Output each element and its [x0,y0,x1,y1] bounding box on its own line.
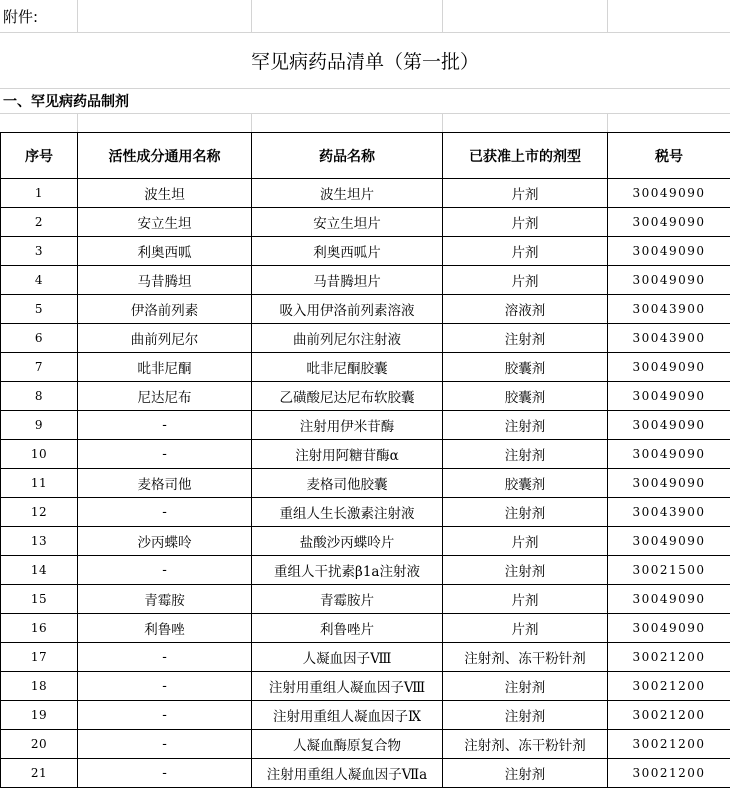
cell-tax-code[interactable]: 30049090 [608,411,730,440]
cell-serial-number[interactable]: 21 [1,759,78,788]
cell-dosage-form[interactable]: 注射剂 [443,759,608,788]
cell-active-ingredient[interactable]: 伊洛前列素 [78,295,252,324]
cell-serial-number[interactable]: 13 [1,527,78,556]
cell-tax-code[interactable]: 30049090 [608,469,730,498]
cell-dosage-form[interactable]: 胶囊剂 [443,469,608,498]
table-row [1,295,730,324]
gridline [0,32,730,33]
gridline [0,88,730,89]
cell-active-ingredient[interactable]: - [78,440,252,469]
cell-dosage-form[interactable]: 胶囊剂 [443,353,608,382]
table-row [1,585,730,614]
cell-active-ingredient[interactable]: 波生坦 [78,179,252,208]
cell-drug-name[interactable]: 人凝血因子Ⅷ [252,643,443,672]
section-heading[interactable]: 一、罕见病药品制剂 [3,94,129,110]
cell-tax-code[interactable]: 30021500 [608,556,730,585]
cell-serial-number[interactable]: 7 [1,353,78,382]
cell-tax-code[interactable]: 30049090 [608,208,730,237]
cell-active-ingredient[interactable]: 利奥西呱 [78,237,252,266]
cell-serial-number[interactable]: 6 [1,324,78,353]
cell-dosage-form[interactable]: 注射剂、冻干粉针剂 [443,643,608,672]
cell-dosage-form[interactable]: 注射剂 [443,411,608,440]
cell-serial-number[interactable]: 19 [1,701,78,730]
cell-dosage-form[interactable]: 注射剂 [443,498,608,527]
header-dosage-form[interactable]: 已获准上市的剂型 [443,133,608,179]
cell-drug-name[interactable]: 吸入用伊洛前列素溶液 [252,295,443,324]
cell-tax-code[interactable]: 30049090 [608,353,730,382]
header-drug-name[interactable]: 药品名称 [252,133,443,179]
cell-tax-code[interactable]: 30043900 [608,324,730,353]
header-tax-code[interactable]: 税号 [608,133,730,179]
drug-table [0,132,730,788]
table-header-row [1,133,730,179]
cell-drug-name[interactable]: 利奥西呱片 [252,237,443,266]
cell-dosage-form[interactable]: 注射剂 [443,672,608,701]
cell-active-ingredient[interactable]: 沙丙蝶呤 [78,527,252,556]
cell-active-ingredient[interactable]: - [78,556,252,585]
cell-drug-name[interactable]: 注射用重组人凝血因子Ⅶa [252,759,443,788]
cell-active-ingredient[interactable]: 利鲁唑 [78,614,252,643]
table-row [1,208,730,237]
cell-active-ingredient[interactable]: 吡非尼酮 [78,353,252,382]
cell-drug-name[interactable]: 注射用伊米苷酶 [252,411,443,440]
table-row [1,353,730,382]
cell-tax-code[interactable]: 30021200 [608,643,730,672]
gridline [251,0,252,32]
attachment-label[interactable]: 附件: [3,8,39,26]
cell-dosage-form[interactable]: 注射剂、冻干粉针剂 [443,730,608,759]
cell-active-ingredient[interactable]: - [78,759,252,788]
table-row [1,382,730,411]
cell-dosage-form[interactable]: 注射剂 [443,556,608,585]
table-row [1,614,730,643]
table-row [1,730,730,759]
table-row [1,469,730,498]
cell-active-ingredient[interactable]: 安立生坦 [78,208,252,237]
gridline [607,0,608,32]
cell-dosage-form[interactable]: 片剂 [443,208,608,237]
cell-drug-name[interactable]: 重组人干扰素β1a注射液 [252,556,443,585]
gridline [442,113,443,132]
cell-tax-code[interactable]: 30043900 [608,295,730,324]
cell-dosage-form[interactable]: 注射剂 [443,440,608,469]
cell-serial-number[interactable]: 5 [1,295,78,324]
cell-dosage-form[interactable]: 胶囊剂 [443,382,608,411]
cell-tax-code[interactable]: 30049090 [608,266,730,295]
cell-active-ingredient[interactable]: - [78,498,252,527]
cell-drug-name[interactable]: 安立生坦片 [252,208,443,237]
cell-tax-code[interactable]: 30049090 [608,440,730,469]
cell-dosage-form[interactable]: 片剂 [443,614,608,643]
cell-active-ingredient[interactable]: 麦格司他 [78,469,252,498]
cell-tax-code[interactable]: 30043900 [608,498,730,527]
table-row [1,556,730,585]
gridline [607,113,608,132]
header-serial-number[interactable]: 序号 [1,133,78,179]
cell-drug-name[interactable]: 注射用重组人凝血因子Ⅷ [252,672,443,701]
table-row [1,440,730,469]
gridline [442,0,443,32]
cell-serial-number[interactable]: 20 [1,730,78,759]
cell-serial-number[interactable]: 4 [1,266,78,295]
cell-tax-code[interactable]: 30049090 [608,614,730,643]
cell-dosage-form[interactable]: 片剂 [443,179,608,208]
cell-serial-number[interactable]: 10 [1,440,78,469]
cell-tax-code[interactable]: 30021200 [608,759,730,788]
cell-serial-number[interactable]: 15 [1,585,78,614]
cell-serial-number[interactable]: 3 [1,237,78,266]
cell-drug-name[interactable]: 曲前列尼尔注射液 [252,324,443,353]
gridline [0,113,730,114]
cell-tax-code[interactable]: 30021200 [608,672,730,701]
cell-drug-name[interactable]: 吡非尼酮胶囊 [252,353,443,382]
cell-drug-name[interactable]: 注射用重组人凝血因子Ⅸ [252,701,443,730]
cell-active-ingredient[interactable]: 尼达尼布 [78,382,252,411]
cell-serial-number[interactable]: 12 [1,498,78,527]
cell-drug-name[interactable]: 利鲁唑片 [252,614,443,643]
cell-drug-name[interactable]: 马昔腾坦片 [252,266,443,295]
table-row [1,643,730,672]
cell-active-ingredient[interactable]: - [78,643,252,672]
table-row [1,237,730,266]
table-row [1,701,730,730]
cell-tax-code[interactable]: 30021200 [608,730,730,759]
cell-drug-name[interactable]: 重组人生长激素注射液 [252,498,443,527]
cell-dosage-form[interactable]: 片剂 [443,266,608,295]
cell-drug-name[interactable]: 乙磺酸尼达尼布软胶囊 [252,382,443,411]
cell-drug-name[interactable]: 注射用阿糖苷酶α [252,440,443,469]
cell-dosage-form[interactable]: 片剂 [443,527,608,556]
table-row [1,527,730,556]
cell-active-ingredient[interactable]: 马昔腾坦 [78,266,252,295]
table-row [1,498,730,527]
cell-serial-number[interactable]: 9 [1,411,78,440]
cell-active-ingredient[interactable]: - [78,701,252,730]
cell-drug-name[interactable]: 青霉胺片 [252,585,443,614]
table-row [1,324,730,353]
cell-serial-number[interactable]: 8 [1,382,78,411]
cell-active-ingredient[interactable]: - [78,730,252,759]
cell-serial-number[interactable]: 18 [1,672,78,701]
cell-serial-number[interactable]: 11 [1,469,78,498]
page-title[interactable]: 罕见病药品清单（第一批） [250,51,479,73]
cell-active-ingredient[interactable]: - [78,411,252,440]
table-row [1,266,730,295]
gridline [77,113,78,132]
cell-drug-name[interactable]: 波生坦片 [252,179,443,208]
cell-dosage-form[interactable]: 片剂 [443,237,608,266]
cell-drug-name[interactable]: 麦格司他胶囊 [252,469,443,498]
cell-serial-number[interactable]: 14 [1,556,78,585]
cell-drug-name[interactable]: 盐酸沙丙蝶呤片 [252,527,443,556]
cell-dosage-form[interactable]: 片剂 [443,585,608,614]
gridline [77,0,78,32]
cell-serial-number[interactable]: 16 [1,614,78,643]
cell-active-ingredient[interactable]: - [78,672,252,701]
table-row [1,411,730,440]
cell-serial-number[interactable]: 1 [1,179,78,208]
cell-tax-code[interactable]: 30049090 [608,382,730,411]
cell-dosage-form[interactable]: 注射剂 [443,701,608,730]
cell-tax-code[interactable]: 30049090 [608,179,730,208]
cell-active-ingredient[interactable]: 曲前列尼尔 [78,324,252,353]
cell-drug-name[interactable]: 人凝血酶原复合物 [252,730,443,759]
table-row [1,759,730,788]
gridline [251,113,252,132]
cell-dosage-form[interactable]: 溶液剂 [443,295,608,324]
cell-tax-code[interactable]: 30049090 [608,585,730,614]
header-active-ingredient[interactable]: 活性成分通用名称 [78,133,252,179]
cell-tax-code[interactable]: 30049090 [608,237,730,266]
cell-serial-number[interactable]: 2 [1,208,78,237]
cell-tax-code[interactable]: 30049090 [608,527,730,556]
table-row [1,179,730,208]
cell-dosage-form[interactable]: 注射剂 [443,324,608,353]
cell-active-ingredient[interactable]: 青霉胺 [78,585,252,614]
cell-serial-number[interactable]: 17 [1,643,78,672]
table-row [1,672,730,701]
cell-tax-code[interactable]: 30021200 [608,701,730,730]
